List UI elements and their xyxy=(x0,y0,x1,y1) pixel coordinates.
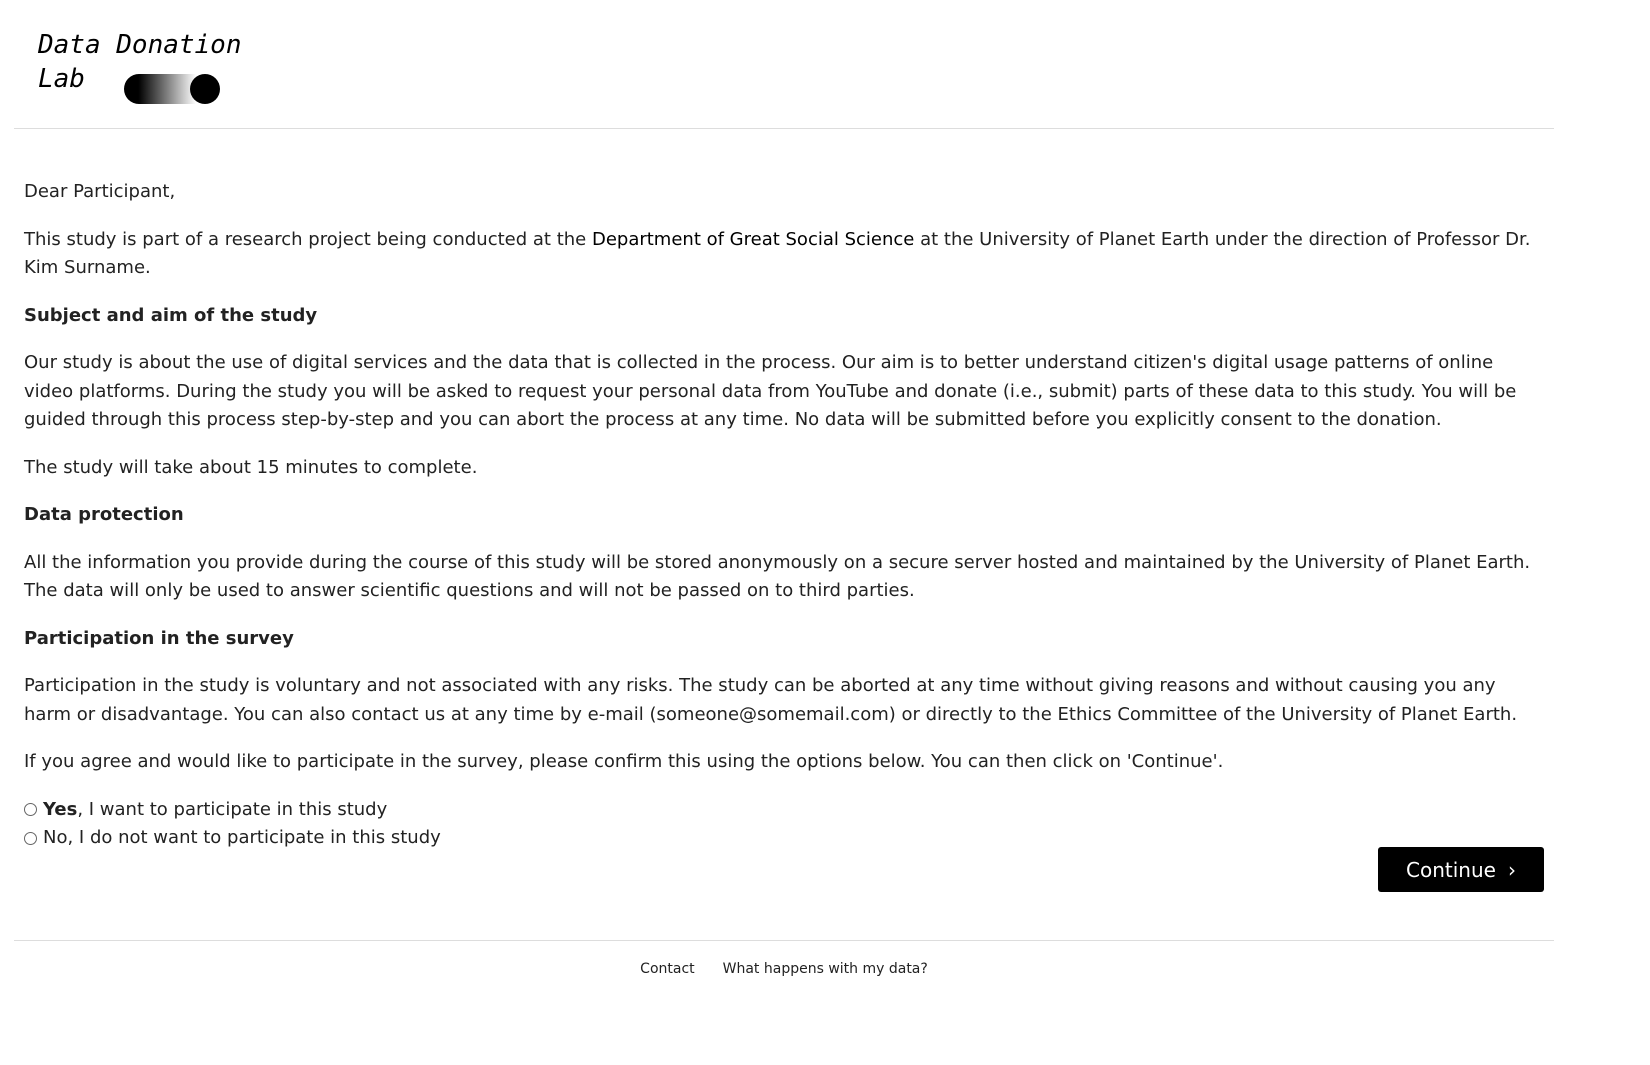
protection-text: All the information you provide during the course of this study will be stored anonymously on a secure server hosted and maintained by the University of Planet Earth. The data will only be used to answer scientific questions and will not be passed on to third parties. xyxy=(24,551,1531,601)
yes-rest: , I want to participate in this study xyxy=(77,798,388,820)
logo-line1: Data Donation xyxy=(38,30,242,60)
data-info-link[interactable]: What happens with my data? xyxy=(722,961,928,977)
header xyxy=(14,0,1554,129)
footer xyxy=(14,940,1554,1001)
no-label: No, I do not want to participate in this study xyxy=(43,827,441,848)
logo-toggle-icon xyxy=(124,74,220,104)
logo[interactable] xyxy=(38,28,242,96)
continue-button[interactable] xyxy=(1378,847,1544,892)
department-link[interactable]: Department of Great Social Science xyxy=(591,228,915,250)
greeting: Dear Participant, xyxy=(24,181,176,202)
subject-heading: Subject and aim of the study xyxy=(24,304,318,326)
intro-paragraph xyxy=(24,226,1544,283)
participation-text: Participation in the study is voluntary and not associated with any risks. The study can be aborted at any time without giving reasons and without causing you any harm or disadvantage. You can also contact us at any time by e-mail (someone@somemail.com) or directly to the Ethics Committee of the University of Planet Earth. xyxy=(24,675,1518,725)
contact-link[interactable]: Contact xyxy=(640,961,695,977)
intro-text-end: at the University of Planet Earth under the direction of Professor Dr. Kim Surname. xyxy=(24,228,1531,278)
intro-text: This study is part of a research project being conducted at the xyxy=(24,228,592,250)
subject-text: Our study is about the use of digital services and the data that is collected in the process. Our aim is to better understand citizen's digital usage patterns of online video platforms. During the study you will be asked to request your personal data from YouTube and donate (i.e., submit) parts of these data to this study. You will be guided through this process step-by-step and you can abort the process at any time. No data will be submitted before you explicitly consent to the donation. xyxy=(24,352,1517,430)
protection-heading: Data protection xyxy=(24,504,184,525)
radio-yes[interactable] xyxy=(24,803,37,816)
yes-label xyxy=(43,796,387,825)
participation-heading: Participation in the survey xyxy=(24,627,294,649)
consent-content xyxy=(24,178,1544,853)
chevron-right-icon: › xyxy=(1507,857,1516,882)
continue-label: Continue xyxy=(1406,857,1496,882)
consent-no-option[interactable] xyxy=(24,824,1544,853)
logo-line2: Lab xyxy=(38,64,85,94)
duration-text: The study will take about 15 minutes to complete. xyxy=(24,456,478,478)
consent-yes-option[interactable] xyxy=(24,796,1544,825)
confirm-text: If you agree and would like to participate in the survey, please confirm this using the options below. You can then click on 'Continue'. xyxy=(24,751,1224,772)
radio-no[interactable] xyxy=(24,832,37,845)
yes-bold: Yes xyxy=(43,798,78,820)
